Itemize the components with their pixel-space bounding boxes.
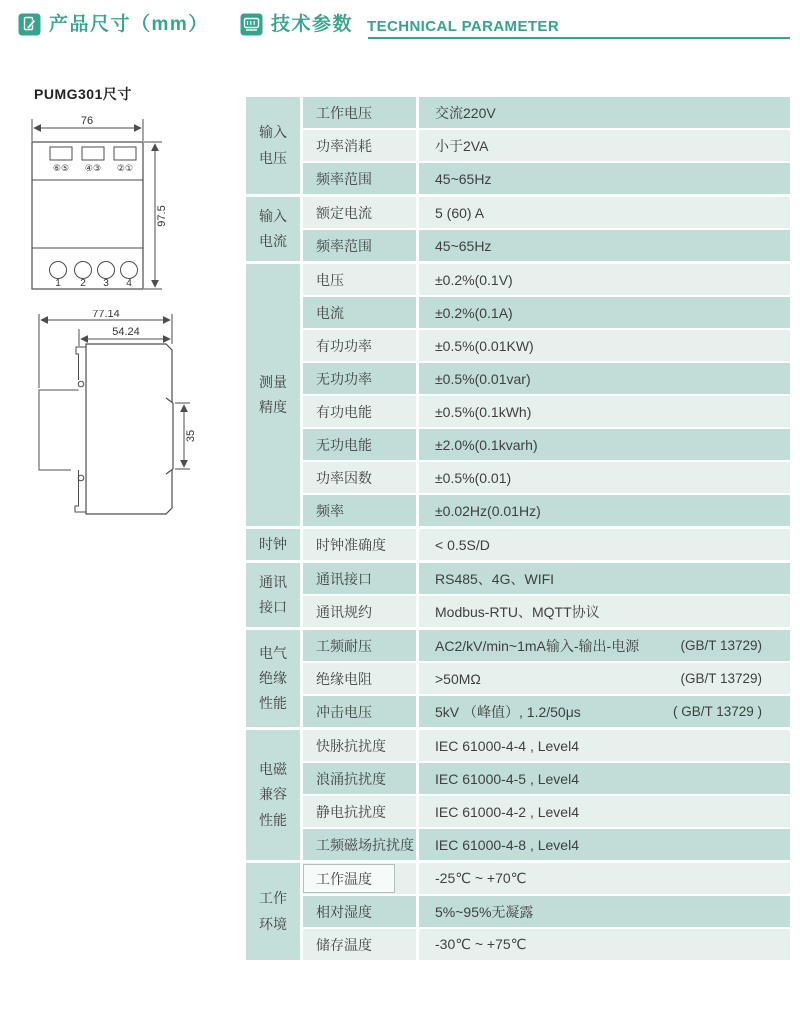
value-cell xyxy=(419,297,790,328)
param-label: 相对湿度 xyxy=(316,903,372,920)
param-cell xyxy=(303,763,416,794)
table-row xyxy=(303,297,790,328)
category-line: 电压 xyxy=(259,149,287,166)
value-cell xyxy=(419,863,790,894)
table-row xyxy=(303,563,790,594)
value-text: ±0.5%(0.01) xyxy=(435,469,512,486)
technical-parameter-header xyxy=(240,13,790,36)
value-text: ±2.0%(0.1kvarh) xyxy=(435,436,538,453)
table-group xyxy=(246,529,790,560)
table-group xyxy=(246,563,790,627)
param-cell xyxy=(303,663,416,694)
param-label: 工频耐压 xyxy=(316,637,372,654)
value-cell xyxy=(419,429,790,460)
value-text: AC2/kV/min~1mA输入-输出-电源 xyxy=(435,637,640,654)
value-text: IEC 61000-4-8 , Level4 xyxy=(435,836,579,853)
value-cell xyxy=(419,97,790,128)
param-cell xyxy=(303,596,416,627)
value-cell xyxy=(419,730,790,761)
standard-note: (GB/T 13729) xyxy=(680,638,762,653)
category-line: 绝缘 xyxy=(259,669,287,686)
table-row xyxy=(303,596,790,627)
param-label: 快脉抗扰度 xyxy=(316,737,386,754)
category-line: 接口 xyxy=(259,599,287,615)
category-cell xyxy=(246,97,300,194)
param-cell xyxy=(303,563,416,594)
param-cell xyxy=(303,396,416,427)
table-row xyxy=(303,396,790,427)
param-cell xyxy=(303,330,416,361)
terminal-4: 4 xyxy=(126,278,132,289)
value-text: ±0.02Hz(0.01Hz) xyxy=(435,502,541,519)
table-group xyxy=(246,630,790,727)
document-pencil-icon xyxy=(18,13,41,36)
category-line: 电磁 xyxy=(259,761,287,778)
table-row xyxy=(303,829,790,860)
param-label: 频率范围 xyxy=(316,237,372,254)
value-text: ±0.2%(0.1V) xyxy=(435,271,513,288)
table-row xyxy=(303,197,790,228)
value-text: 5kV （峰值）, 1.2/50μs xyxy=(435,703,581,720)
param-cell xyxy=(303,495,416,526)
table-group xyxy=(246,863,790,960)
table-row xyxy=(303,696,790,727)
param-cell xyxy=(303,529,416,560)
param-label: 工作温度 xyxy=(316,870,372,887)
value-cell xyxy=(419,929,790,960)
table-row xyxy=(303,495,790,526)
value-cell xyxy=(419,495,790,526)
value-text: IEC 61000-4-2 , Level4 xyxy=(435,803,579,820)
standard-note: (GB/T 13729) xyxy=(680,671,762,686)
calculator-icon xyxy=(240,13,263,36)
value-text: < 0.5S/D xyxy=(435,536,490,553)
front-width-dim: 76 xyxy=(80,115,94,127)
category-cell xyxy=(246,630,300,727)
table-row xyxy=(303,163,790,194)
value-text: IEC 61000-4-5 , Level4 xyxy=(435,770,579,787)
value-text: ±0.2%(0.1A) xyxy=(435,304,513,321)
category-cell xyxy=(246,730,300,860)
value-cell xyxy=(419,230,790,261)
table-row xyxy=(303,462,790,493)
param-cell xyxy=(303,264,416,295)
table-group xyxy=(246,197,790,261)
terminal-1: 1 xyxy=(55,278,61,289)
category-cell xyxy=(246,563,300,627)
param-label: 无功电能 xyxy=(316,436,372,453)
category-line: 环境 xyxy=(259,915,287,932)
value-text: ±0.5%(0.01var) xyxy=(435,370,531,387)
value-text: ±0.5%(0.01KW) xyxy=(435,337,534,354)
header-underline xyxy=(368,37,790,39)
page-title-left: 产品尺寸（mm） xyxy=(49,14,209,36)
terminal-2: 2 xyxy=(80,278,86,289)
group-rows xyxy=(303,630,790,727)
category-cell xyxy=(246,197,300,261)
param-cell xyxy=(303,829,416,860)
value-cell xyxy=(419,663,790,694)
table-row xyxy=(303,929,790,960)
group-rows xyxy=(303,264,790,526)
group-rows xyxy=(303,730,790,860)
standard-note: ( GB/T 13729 ) xyxy=(672,704,762,719)
param-cell xyxy=(303,363,416,394)
category-line: 电气 xyxy=(259,644,287,661)
value-cell xyxy=(419,363,790,394)
value-text: 5 (60) A xyxy=(435,204,485,221)
value-text: 小于2VA xyxy=(435,137,489,154)
value-text: 45~65Hz xyxy=(435,170,492,187)
param-label: 电压 xyxy=(316,271,344,288)
product-dimensions-header xyxy=(18,13,209,36)
side-rail-dim: 35 xyxy=(185,429,197,443)
param-label: 时钟准确度 xyxy=(316,536,386,553)
param-label: 通讯接口 xyxy=(316,570,372,587)
param-cell xyxy=(303,429,416,460)
category-line: 电流 xyxy=(259,233,287,249)
param-cell xyxy=(303,730,416,761)
table-row xyxy=(303,363,790,394)
category-cell xyxy=(246,264,300,526)
group-rows xyxy=(303,863,790,960)
side-view-drawing xyxy=(20,310,210,530)
param-label: 储存温度 xyxy=(316,936,372,953)
value-cell xyxy=(419,197,790,228)
page-subtitle: TECHNICAL PARAMETER xyxy=(367,18,560,35)
category-line: 工作 xyxy=(259,890,287,907)
value-cell xyxy=(419,796,790,827)
param-label: 工频磁场抗扰度 xyxy=(316,836,414,853)
value-cell xyxy=(419,130,790,161)
param-cell xyxy=(303,929,416,960)
side-width-dim: 77.14 xyxy=(92,310,120,320)
model-dimension-label: PUMG301尺寸 xyxy=(34,86,132,102)
param-label: 功率消耗 xyxy=(316,137,372,154)
terminal-3: 3 xyxy=(103,278,109,289)
value-cell xyxy=(419,630,790,661)
param-label: 静电抗扰度 xyxy=(316,803,386,820)
category-line: 输入 xyxy=(259,124,287,141)
value-cell xyxy=(419,896,790,927)
value-cell xyxy=(419,596,790,627)
group-rows xyxy=(303,563,790,627)
category-cell xyxy=(246,863,300,960)
page-title-right: 技术参数 xyxy=(271,14,354,36)
value-text: -25℃ ~ +70℃ xyxy=(435,870,527,886)
param-label: 额定电流 xyxy=(316,204,372,221)
table-row xyxy=(303,763,790,794)
group-rows xyxy=(303,197,790,261)
param-cell xyxy=(303,130,416,161)
value-text: Modbus-RTU、MQTT协议 xyxy=(435,603,600,620)
value-cell xyxy=(419,763,790,794)
value-cell xyxy=(419,396,790,427)
terminal-group-21: ②① xyxy=(116,163,134,173)
table-row xyxy=(303,264,790,295)
value-text: -30℃ ~ +75℃ xyxy=(435,936,527,952)
table-row xyxy=(303,863,790,894)
param-cell xyxy=(303,696,416,727)
category-line: 通讯 xyxy=(259,573,287,590)
param-label: 电流 xyxy=(316,304,344,321)
front-height-dim: 97.5 xyxy=(156,205,168,227)
category-line: 精度 xyxy=(259,399,287,415)
param-label: 频率 xyxy=(316,502,344,519)
table-row xyxy=(303,730,790,761)
value-cell xyxy=(419,696,790,727)
category-cell xyxy=(246,529,300,560)
param-cell xyxy=(303,97,416,128)
param-cell xyxy=(303,863,416,894)
table-row xyxy=(303,330,790,361)
value-cell xyxy=(419,563,790,594)
front-view-drawing xyxy=(20,110,180,305)
param-label: 通讯规约 xyxy=(316,603,372,620)
param-cell xyxy=(303,896,416,927)
value-text: 交流220V xyxy=(435,104,496,121)
param-label: 无功功率 xyxy=(316,370,372,387)
param-cell xyxy=(303,630,416,661)
param-cell xyxy=(303,297,416,328)
terminal-group-43: ④③ xyxy=(84,163,102,173)
table-row xyxy=(303,630,790,661)
value-cell xyxy=(419,829,790,860)
value-cell xyxy=(419,462,790,493)
param-label: 有功电能 xyxy=(316,403,372,420)
table-row xyxy=(303,130,790,161)
value-cell xyxy=(419,163,790,194)
terminal-group-65: ⑥⑤ xyxy=(52,163,70,173)
side-body-dim: 54.24 xyxy=(112,326,140,338)
table-row xyxy=(303,896,790,927)
param-label: 浪涌抗扰度 xyxy=(316,770,386,787)
group-rows xyxy=(303,529,790,560)
value-text: 5%~95%无凝露 xyxy=(435,903,534,920)
param-label: 功率因数 xyxy=(316,469,372,486)
param-cell xyxy=(303,163,416,194)
category-line: 性能 xyxy=(259,811,287,828)
param-cell xyxy=(303,230,416,261)
category-line: 测量 xyxy=(259,373,287,390)
table-row xyxy=(303,529,790,560)
param-label: 频率范围 xyxy=(316,170,372,187)
param-cell xyxy=(303,197,416,228)
table-row xyxy=(303,796,790,827)
param-label: 绝缘电阻 xyxy=(316,670,372,687)
value-text: 45~65Hz xyxy=(435,237,492,254)
category-line: 时钟 xyxy=(259,535,287,552)
param-cell xyxy=(303,462,416,493)
value-cell xyxy=(419,264,790,295)
table-group xyxy=(246,264,790,526)
category-line: 输入 xyxy=(259,207,287,224)
table-row xyxy=(303,230,790,261)
value-cell xyxy=(419,330,790,361)
param-label: 有功功率 xyxy=(316,337,372,354)
value-text: >50MΩ xyxy=(435,670,481,687)
param-label: 工作电压 xyxy=(316,104,372,121)
table-row xyxy=(303,663,790,694)
table-row xyxy=(303,429,790,460)
table-row xyxy=(303,97,790,128)
param-label: 冲击电压 xyxy=(316,703,372,720)
param-cell xyxy=(303,796,416,827)
table-group xyxy=(246,97,790,194)
table-group xyxy=(246,730,790,860)
tech-table xyxy=(246,97,790,963)
category-line: 兼容 xyxy=(259,786,287,803)
value-text: ±0.5%(0.1kWh) xyxy=(435,403,532,420)
group-rows xyxy=(303,97,790,194)
value-cell xyxy=(419,529,790,560)
value-text: RS485、4G、WIFI xyxy=(435,570,555,587)
category-line: 性能 xyxy=(259,695,287,712)
value-text: IEC 61000-4-4 , Level4 xyxy=(435,737,579,754)
